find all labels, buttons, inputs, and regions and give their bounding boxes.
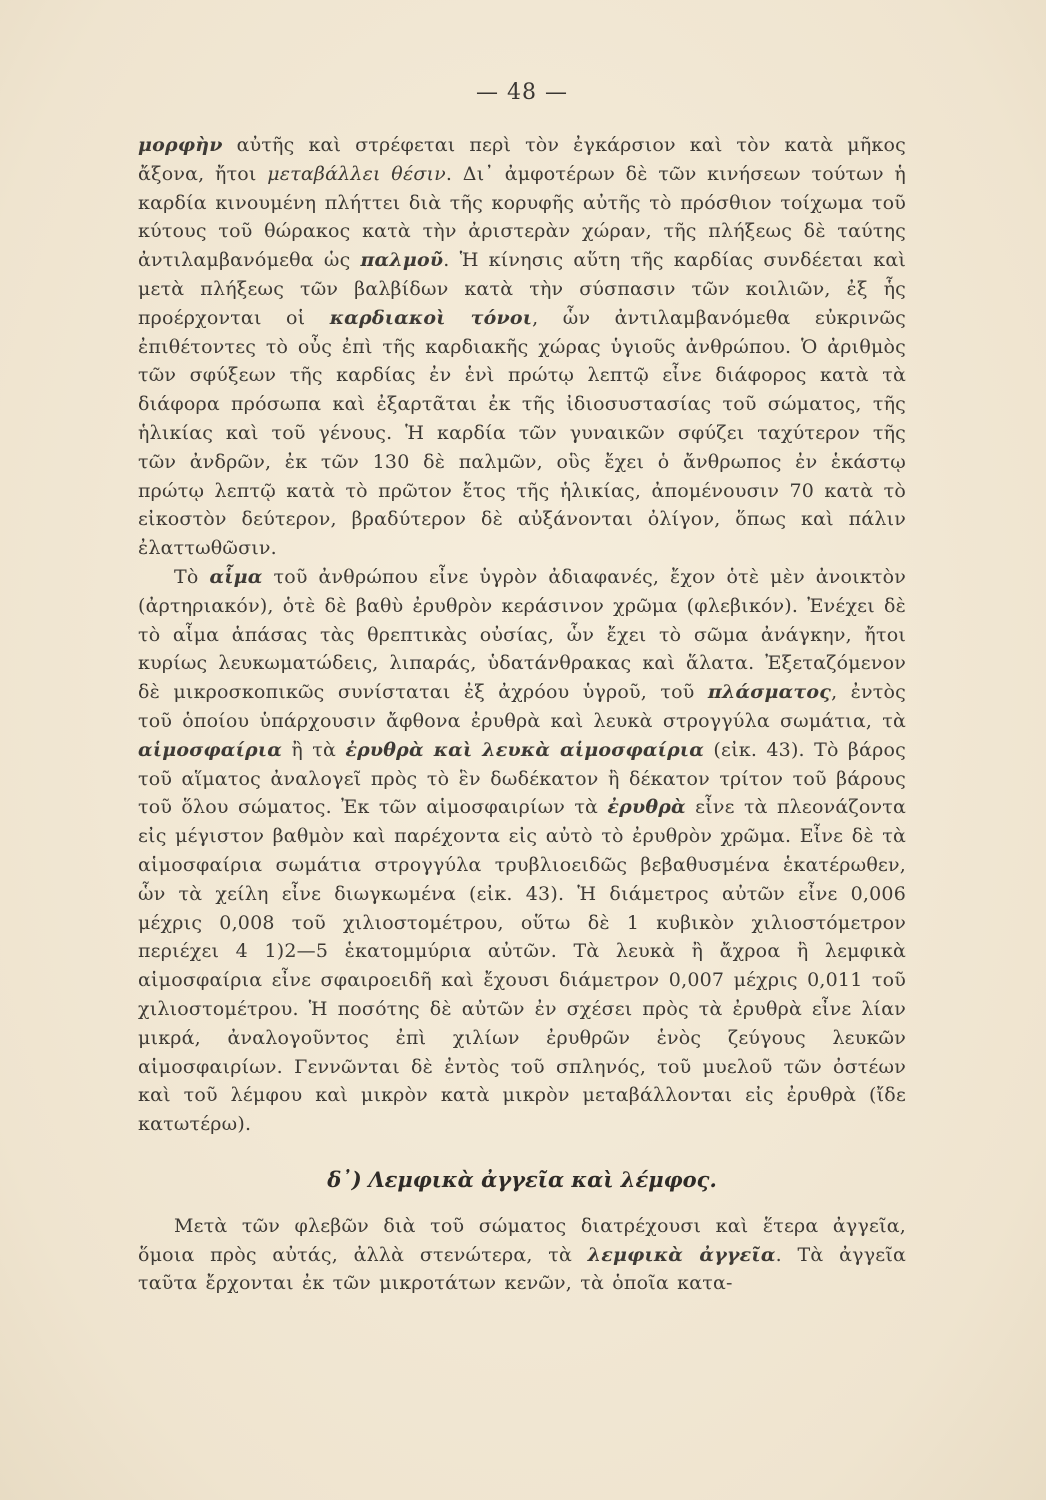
section-label: δ᾽) — [327, 1166, 362, 1192]
section-heading — [138, 1167, 906, 1192]
text-run: Μετὰ τῶν φλεβῶν διὰ τοῦ σώματος διατρέχουσι καὶ ἕτερα ἀγγεῖα, ὅμοια πρὸς αὐτάς, ἀλλὰ στενώτερα, τὰ — [138, 1214, 906, 1266]
section-title: Λεμφικὰ ἀγγεῖα καὶ λέμφος. — [368, 1166, 717, 1192]
paragraph-lymph — [138, 1212, 906, 1298]
text-run: εἶνε τὰ πλεονάζοντα εἰς μέγιστον βαθμὸν καὶ παρέχοντα εἰς αὐτὸ τὸ ἐρυθρὸν χρῶμα. Εἶνε δὲ τὰ αἱμοσφαίρια σωμάτια στρογγύλα τρυβλιοειδῶς βεβαθυσμένα ἑκατέρωθεν, ὧν τὰ χείλη εἶνε διωγκωμένα (εἰκ. 43). Ἡ διάμετρος αὐτῶν εἶνε 0,006 μέχρις 0,008 τοῦ χιλιοστομέτρου, οὕτω δὲ 1 κυβικὸν χιλιοστόμετρον περιέχει 4 1)2—5 ἑκατομμύρια αὐτῶν. Τὰ λευκὰ ἢ ἄχροα ἢ λεμφικὰ αἱμοσφαίρια εἶνε σφαιροειδῆ καὶ ἔχουσι διάμετρον 0,007 μέχρις 0,011 τοῦ χιλιοστομέτρου. Ἡ ποσότης δὲ αὐτῶν ἐν σχέσει πρὸς τὰ ἐρυθρὰ εἶνε λίαν μικρά, ἀναλογοῦντος ἐπὶ χιλίων ἐρυθρῶν ἑνὸς ζεύγους λευκῶν αἱμοσφαιρίων. Γεννῶνται δὲ ἐντὸς τοῦ σπληνός, τοῦ μυελοῦ τῶν ὀστέων καὶ τοῦ λέμφου καὶ μικρὸν κατὰ μικρὸν μεταβάλλονται εἰς ἐρυθρὰ (ἴδε κατωτέρω). — [138, 796, 907, 1136]
emphasized-term: αἱμοσφαίρια — [138, 738, 283, 761]
text-run: Τὸ — [174, 565, 210, 588]
emphasized-term: ἐρυθρὰ καὶ λευκὰ αἱμοσφαίρια — [345, 738, 705, 761]
text-run: , ἐντὸς τοῦ ὁποίου ὑπάρχουσιν ἄφθονα ἐρυθρὰ καὶ λευκὰ στρογγύλα σωμάτια, τὰ — [138, 681, 906, 732]
text-run: , ὧν ἀντιλαμβανόμεθα εὐκρινῶς ἐπιθέτοντες τὸ οὖς ἐπὶ τῆς καρδιακῆς χώρας ὑγιοῦς ἀνθρώπου. Ὁ ἀριθμὸς τῶν σφύξεων τῆς καρδίας ἐν ἑνὶ πρώτῳ λεπτῷ εἶνε διάφορος κατὰ τὰ διάφορα πρόσωπα καὶ ἐξαρτᾶται ἐκ τῆς ἰδιοσυστασίας τοῦ σώματος, τῆς ἡλικίας καὶ τοῦ γένους. Ἡ καρδία τῶν γυναικῶν σφύζει ταχύτερον τῆς τῶν ἀνδρῶν, ἐκ τῶν 130 δὲ παλμῶν, οὓς ἔχει ὁ ἄνθρωπος ἐν ἑκάστῳ πρώτῳ λεπτῷ κατὰ τὸ πρῶτον ἔτος τῆς ἡλικίας, ἀπομένουσιν 70 κατὰ τὸ εἰκοστὸν δεύτερον, βραδύτερον δὲ αὐξάνονται ὀλίγον, ὅπως καὶ πάλιν ἐλαττωθῶσιν. — [138, 306, 907, 560]
paragraph-blood — [138, 563, 906, 1139]
emphasized-term: ἐρυθρὰ — [607, 796, 686, 819]
emphasized-term: μεταβάλλει θέσιν — [267, 162, 446, 185]
text-run: . Τὰ ἀγγεῖα ταῦτα ἔρχονται ἐκ τῶν μικροτάτων κενῶν, τὰ ὁποῖα κατα- — [138, 1243, 906, 1295]
emphasized-term: παλμοῦ — [360, 249, 444, 272]
text-run: ἢ τὰ — [282, 738, 346, 761]
emphasized-term: αἷμα — [209, 565, 263, 588]
text-run: . Ἡ κίνησις αὕτη τῆς καρδίας συνδέεται καὶ μετὰ πλήξεως τῶν βαλβίδων κατὰ τὴν σύσπασιν τῶν κοιλιῶν, ἐξ ἧς προέρχονται οἱ — [138, 249, 906, 329]
paragraph-heart-motion — [138, 131, 906, 563]
text-run: . Δι᾽ ἀμφοτέρων δὲ τῶν κινήσεων τούτων ἡ καρδία κινουμένη πλήττει διὰ τῆς κορυφῆς αὐτῆς τὸ πρόσθιον τοίχωμα τοῦ κύτους τοῦ θώρακος κατὰ τὴν ἀριστερὰν χώραν, τῆς πλήξεως δὲ ταύτης ἀντιλαμβανόμεθα ὡς — [138, 162, 906, 272]
emphasized-term: μορφὴν — [138, 134, 223, 156]
emphasized-term: πλάσματος — [707, 681, 832, 704]
text-run: αὐτῆς καὶ στρέφεται περὶ τὸν ἐγκάρσιον καὶ τὸν κατὰ μῆκος ἄξονα, ἤτοι — [138, 134, 906, 185]
text-run: τοῦ ἀνθρώπου εἶνε ὑγρὸν ἀδιαφανές, ἔχον ὁτὲ μὲν ἀνοικτὸν (ἀρτηριακόν), ὁτὲ δὲ βαθὺ ἐρυθρὸν κεράσινον χρῶμα (φλεβικόν). Ἐνέχει δὲ τὸ αἷμα ἁπάσας τὰς θρεπτικὰς οὐσίας, ὧν ἔχει τὸ σῶμα ἀνάγκην, ἤτοι κυρίως λευκωματώδεις, λιπαράς, ὑδατάνθρακας καὶ ἅλατα. Ἐξεταζόμενον δὲ μικροσκοπικῶς συνίσταται ἐξ ἀχρόου ὑγροῦ, τοῦ — [138, 565, 906, 704]
text-run: (εἰκ. 43). Τὸ βάρος τοῦ αἵματος ἀναλογεῖ πρὸς τὸ ἓν δωδέκατον ἢ δέκατον τρίτον τοῦ βάρους τοῦ ὅλου σώματος. Ἐκ τῶν αἱμοσφαιρίων τὰ — [138, 738, 906, 819]
page-number: — 48 — — [476, 80, 568, 105]
emphasized-term: καρδιακοὶ τόνοι — [329, 306, 533, 329]
emphasized-term: λεμφικὰ ἀγγεῖα — [587, 1243, 776, 1266]
